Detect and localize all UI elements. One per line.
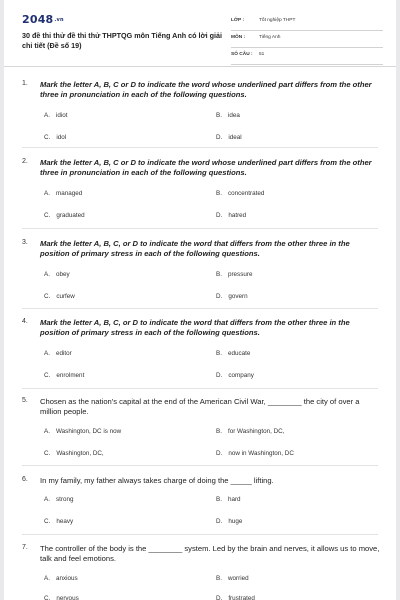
option-letter: B. [216,496,222,503]
option-d[interactable] [216,372,254,379]
question-number: 6. [22,476,28,483]
option-text: heavy [56,518,74,525]
option-b[interactable] [216,271,252,278]
option-letter: A. [44,271,50,278]
option-a[interactable] [44,496,73,503]
meta-row-count [231,48,383,65]
option-c[interactable] [44,450,104,457]
question-number: 4. [22,318,28,325]
option-c[interactable] [44,518,73,525]
question-number: 5. [22,397,28,404]
meta-label: SỐ CÂU : [231,52,253,57]
option-text: obey [55,271,70,278]
question-number: 3. [22,239,28,246]
option-letter: B. [216,190,222,197]
option-text: concentrated [227,190,265,197]
option-d[interactable] [216,134,242,141]
option-letter: C. [44,595,51,600]
question-divider [22,534,378,535]
option-b[interactable] [216,496,241,503]
option-text: educate [227,350,251,357]
meta-value: 51 [259,52,265,57]
meta-info [231,14,383,65]
option-c[interactable] [44,372,84,379]
question-text: In my family, my father always takes charge of doing the _____ lifting. [40,476,274,485]
option-text: editor [55,350,72,357]
logo-suffix: .vn [54,17,64,23]
meta-row-subject [231,31,383,48]
meta-value: Tiếng Anh [259,35,281,40]
option-b[interactable] [216,350,250,357]
meta-label: LỚP : [231,18,245,23]
option-letter: C. [44,450,51,457]
option-d[interactable] [216,450,294,457]
option-b[interactable] [216,428,284,435]
option-text: govern [228,293,248,300]
meta-label: MÔN : [231,35,246,40]
option-text: company [228,372,254,379]
option-text: for Washington, DC, [227,428,285,435]
question-divider [22,308,378,309]
option-letter: C. [44,372,51,379]
site-logo[interactable] [22,13,64,26]
option-letter: A. [44,496,50,503]
option-d[interactable] [216,212,246,219]
option-b[interactable] [216,190,264,197]
option-text: idiot [55,112,68,119]
option-a[interactable] [44,271,70,278]
option-letter: B. [216,350,222,357]
question-number: 1. [22,80,28,87]
option-text: hard [227,496,241,503]
option-d[interactable] [216,518,242,525]
option-text: curfew [56,293,75,300]
option-letter: D. [216,450,223,457]
option-letter: D. [216,293,223,300]
option-letter: B. [216,112,222,119]
option-text: pressure [227,271,253,278]
option-d[interactable] [216,595,255,600]
question-text: The controller of the body is the ________ system. Led by the brain and nerves, it allows us to move, talk and feel emotions. [40,544,380,563]
option-a[interactable] [44,575,78,582]
option-text: frustrated [228,595,255,600]
option-letter: A. [44,190,50,197]
option-letter: D. [216,595,223,600]
option-letter: D. [216,372,223,379]
option-letter: C. [44,518,51,525]
option-text: worried [227,575,249,582]
option-letter: C. [44,134,51,141]
option-letter: D. [216,518,223,525]
question-number: 7. [22,544,28,551]
question-text: Mark the letter A, B, C, or D to indicate the word that differs from the other three in the position of primary stress in each of the following questions. [40,318,350,337]
document-title: 30 đề thi thử đề thi thử THPTQG môn Tiếng Anh có lời giải chi tiết (Đề số 19) [22,31,222,50]
option-d[interactable] [216,293,248,300]
option-letter: B. [216,271,222,278]
option-text: huge [228,518,243,525]
option-letter: C. [44,293,51,300]
option-letter: A. [44,428,50,435]
meta-row-class [231,14,383,31]
option-letter: B. [216,428,222,435]
option-letter: D. [216,134,223,141]
question-divider [22,228,378,229]
option-c[interactable] [44,212,85,219]
option-letter: A. [44,350,50,357]
option-text: now in Washington, DC [228,450,294,457]
option-text: managed [55,190,83,197]
option-letter: D. [216,212,223,219]
question-number: 2. [22,158,28,165]
question-text: Mark the letter A, B, C or D to indicate the word whose underlined part differs from the other three in pronunciation in each of the following questions. [40,158,372,177]
question-divider [22,465,378,466]
option-text: anxious [55,575,78,582]
question-divider [22,388,378,389]
option-letter: B. [216,575,222,582]
option-a[interactable] [44,112,68,119]
option-letter: A. [44,575,50,582]
document-page [4,0,396,600]
option-text: idea [227,112,240,119]
option-letter: C. [44,212,51,219]
option-a[interactable] [44,190,82,197]
option-letter: A. [44,112,50,119]
option-b[interactable] [216,112,240,119]
logo-text: 2048 [22,13,54,26]
question-text: Mark the letter A, B, C, or D to indicate the word that differs from the other three in the position of primary stress in each of the following questions. [40,239,350,258]
question-text: Mark the letter A, B, C or D to indicate the word whose underlined part differs from the other three in pronunciation in each of the following questions. [40,80,372,99]
option-a[interactable] [44,350,72,357]
option-text: strong [55,496,74,503]
option-a[interactable] [44,428,121,435]
option-c[interactable] [44,595,79,600]
option-text: Washington, DC is now [55,428,122,435]
option-text: Washington, DC, [56,450,104,457]
option-text: graduated [56,212,85,219]
option-text: enrolment [56,372,85,379]
meta-value: Tốt nghiệp THPT [259,18,296,23]
option-text: ideal [228,134,242,141]
option-c[interactable] [44,134,66,141]
option-text: nervous [56,595,79,600]
option-c[interactable] [44,293,75,300]
option-b[interactable] [216,575,249,582]
option-text: hatred [228,212,247,219]
question-text: Chosen as the nation's capital at the end of the American Civil War, ________ the city of over a million people. [40,397,360,416]
document-header [4,0,396,67]
option-text: idol [56,134,67,141]
question-divider [22,147,378,148]
